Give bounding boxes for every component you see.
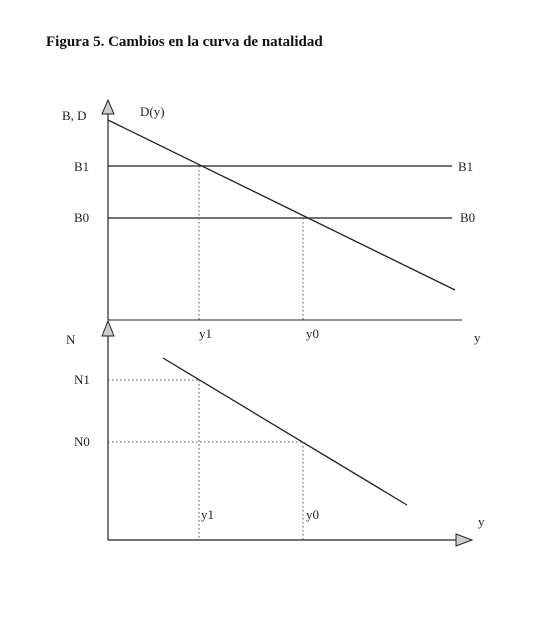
b1-label-left: B1 <box>74 159 90 174</box>
top-panel <box>62 100 481 345</box>
n0-label: N0 <box>74 434 90 449</box>
death-curve-line <box>108 120 455 290</box>
top-x-tick-y0: y0 <box>306 326 319 341</box>
top-y-axis-arrow <box>102 100 114 114</box>
n1-label: N1 <box>74 372 90 387</box>
bottom-x-axis-label: y <box>478 514 485 529</box>
bottom-panel <box>66 321 485 546</box>
figure-title: Figura 5. Cambios en la curva de natalidad <box>46 34 323 50</box>
bottom-y-axis-label: N <box>66 332 76 347</box>
b0-label-left: B0 <box>74 210 90 225</box>
curve-label: D(y) <box>140 104 165 119</box>
b1-label-right: B1 <box>458 159 474 174</box>
bottom-x-tick-y1: y1 <box>201 507 214 522</box>
n-curve-line <box>163 358 407 505</box>
top-x-axis-label: y <box>474 330 481 345</box>
b0-label-right: B0 <box>460 210 476 225</box>
bottom-y-axis-arrow <box>102 321 114 336</box>
top-x-tick-y1: y1 <box>199 326 212 341</box>
bottom-x-tick-y0: y0 <box>306 507 319 522</box>
top-y-axis-label: B, D <box>62 108 87 123</box>
bottom-x-axis-arrow <box>456 534 472 546</box>
